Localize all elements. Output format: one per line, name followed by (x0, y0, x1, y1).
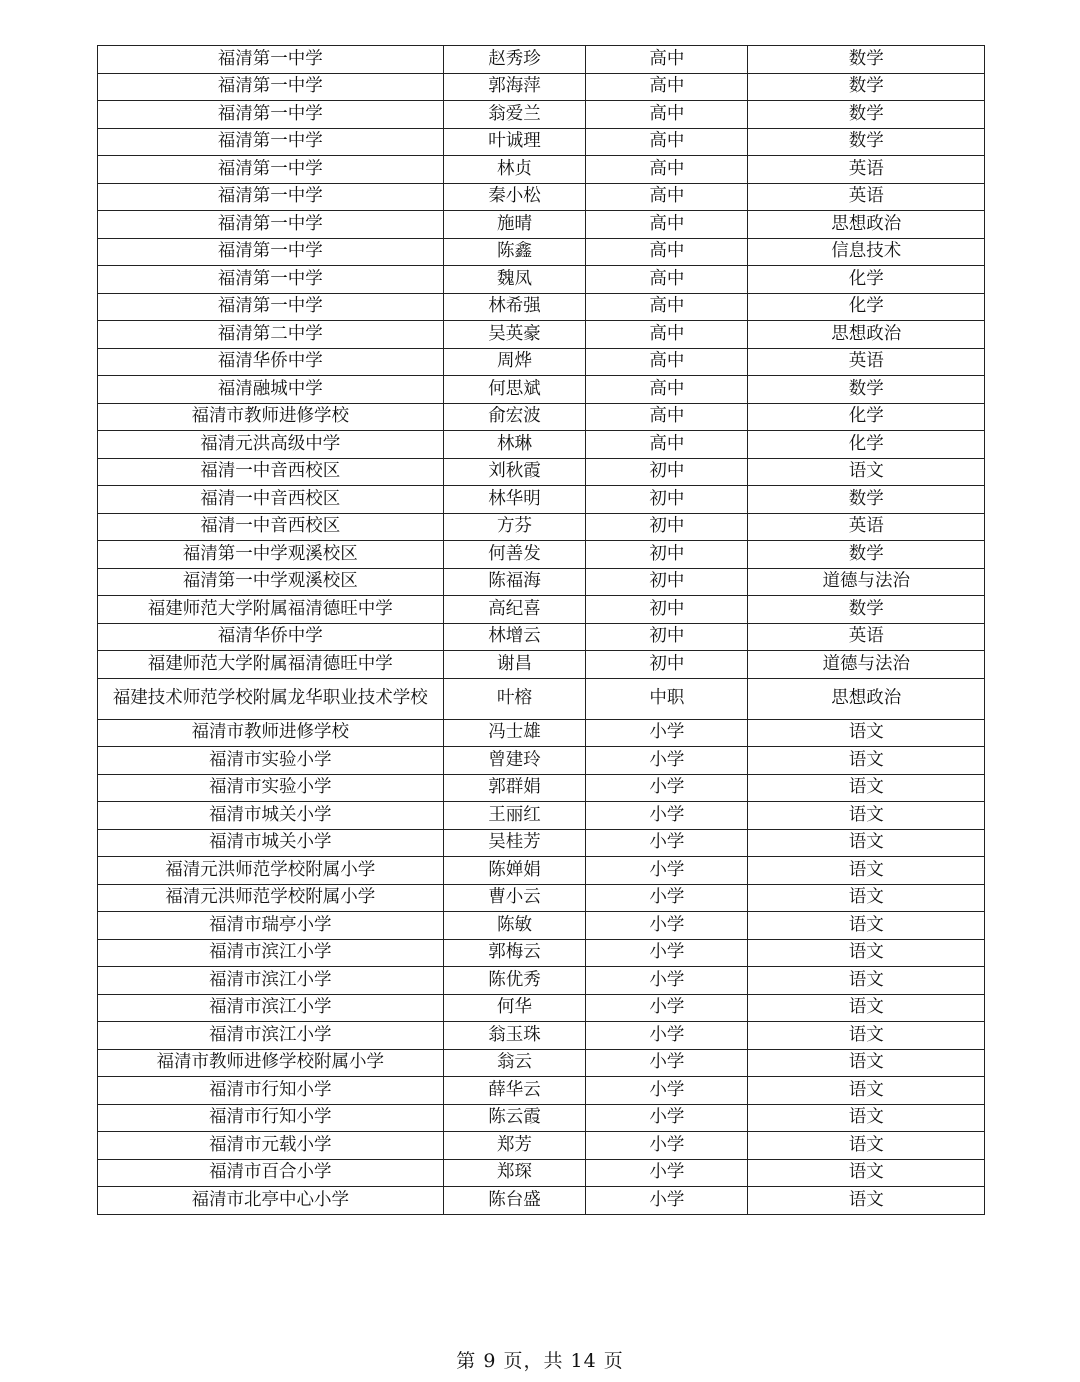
school-cell: 福清第一中学 (98, 73, 444, 101)
school-cell: 福清第一中学观溪校区 (98, 568, 444, 596)
school-cell: 福清市城关小学 (98, 829, 444, 857)
subject-cell: 语文 (748, 884, 985, 912)
teacher-name-cell: 吴桂芳 (443, 829, 586, 857)
subject-cell: 语文 (748, 1022, 985, 1050)
school-level-cell: 小学 (586, 857, 748, 885)
table-row (98, 678, 985, 719)
teacher-name-cell: 薛华云 (443, 1077, 586, 1105)
school-level-cell: 小学 (586, 1022, 748, 1050)
subject-cell: 道德与法治 (748, 651, 985, 679)
teacher-name-cell: 林增云 (443, 623, 586, 651)
school-level-cell: 小学 (586, 994, 748, 1022)
teacher-name-cell: 林华明 (443, 486, 586, 514)
subject-cell: 数学 (748, 486, 985, 514)
table-row (98, 568, 985, 596)
teacher-name-cell: 王丽红 (443, 802, 586, 830)
school-level-cell: 高中 (586, 376, 748, 404)
school-cell: 福清元洪高级中学 (98, 431, 444, 459)
school-cell: 福清一中音西校区 (98, 486, 444, 514)
table-row (98, 376, 985, 404)
school-cell: 福清第一中学 (98, 266, 444, 294)
table-row (98, 596, 985, 624)
teacher-name-cell: 翁爱兰 (443, 101, 586, 129)
table-row (98, 1187, 985, 1215)
school-cell: 福清市北亭中心小学 (98, 1187, 444, 1215)
subject-cell: 语文 (748, 912, 985, 940)
subject-cell: 化学 (748, 293, 985, 321)
table-row (98, 211, 985, 239)
teacher-name-cell: 施晴 (443, 211, 586, 239)
table-row (98, 994, 985, 1022)
teacher-name-cell: 林希强 (443, 293, 586, 321)
school-cell: 福清市滨江小学 (98, 939, 444, 967)
table-row (98, 747, 985, 775)
school-level-cell: 初中 (586, 568, 748, 596)
table-row (98, 912, 985, 940)
table-row (98, 967, 985, 995)
teacher-name-cell: 魏凤 (443, 266, 586, 294)
school-cell: 福清第一中学 (98, 156, 444, 184)
school-cell: 福清市瑞亭小学 (98, 912, 444, 940)
table-row (98, 802, 985, 830)
school-cell: 福清第一中学 (98, 211, 444, 239)
school-cell: 福清市行知小学 (98, 1077, 444, 1105)
table-row (98, 266, 985, 294)
school-level-cell: 小学 (586, 1187, 748, 1215)
subject-cell: 语文 (748, 939, 985, 967)
teacher-name-cell: 刘秋霞 (443, 458, 586, 486)
teacher-name-cell: 何善发 (443, 541, 586, 569)
school-cell: 福清第一中学 (98, 238, 444, 266)
teacher-name-cell: 赵秀珍 (443, 46, 586, 74)
school-level-cell: 小学 (586, 1077, 748, 1105)
subject-cell: 道德与法治 (748, 568, 985, 596)
teacher-name-cell: 陈敏 (443, 912, 586, 940)
subject-cell: 思想政治 (748, 211, 985, 239)
school-level-cell: 高中 (586, 348, 748, 376)
table-row (98, 431, 985, 459)
school-cell: 福清市滨江小学 (98, 1022, 444, 1050)
school-cell: 福清第一中学 (98, 46, 444, 74)
teacher-name-cell: 林贞 (443, 156, 586, 184)
school-level-cell: 初中 (586, 651, 748, 679)
school-level-cell: 高中 (586, 238, 748, 266)
school-level-cell: 小学 (586, 912, 748, 940)
table-row (98, 513, 985, 541)
subject-cell: 语文 (748, 1159, 985, 1187)
school-level-cell: 初中 (586, 486, 748, 514)
teacher-name-cell: 陈云霞 (443, 1104, 586, 1132)
table-row (98, 623, 985, 651)
table-row (98, 1159, 985, 1187)
school-level-cell: 小学 (586, 774, 748, 802)
subject-cell: 语文 (748, 994, 985, 1022)
school-cell: 福清市百合小学 (98, 1159, 444, 1187)
teacher-name-cell: 叶诚理 (443, 128, 586, 156)
table-body (98, 46, 985, 1215)
school-level-cell: 初中 (586, 513, 748, 541)
school-cell: 福清一中音西校区 (98, 458, 444, 486)
teacher-name-cell: 高纪喜 (443, 596, 586, 624)
table-row (98, 541, 985, 569)
school-cell: 福清一中音西校区 (98, 513, 444, 541)
subject-cell: 数学 (748, 596, 985, 624)
school-level-cell: 高中 (586, 211, 748, 239)
table-row (98, 1049, 985, 1077)
school-level-cell: 高中 (586, 101, 748, 129)
teacher-name-cell: 方芬 (443, 513, 586, 541)
teacher-name-cell: 曾建玲 (443, 747, 586, 775)
subject-cell: 语文 (748, 719, 985, 747)
subject-cell: 化学 (748, 266, 985, 294)
subject-cell: 语文 (748, 458, 985, 486)
school-level-cell: 小学 (586, 1132, 748, 1160)
table-row (98, 403, 985, 431)
subject-cell: 思想政治 (748, 678, 985, 719)
table-row (98, 1132, 985, 1160)
school-cell: 福清市城关小学 (98, 802, 444, 830)
teacher-name-cell: 何华 (443, 994, 586, 1022)
school-level-cell: 初中 (586, 623, 748, 651)
teacher-name-cell: 郭海萍 (443, 73, 586, 101)
school-level-cell: 高中 (586, 403, 748, 431)
school-cell: 福清市行知小学 (98, 1104, 444, 1132)
table-row (98, 884, 985, 912)
subject-cell: 语文 (748, 774, 985, 802)
school-cell: 福清市实验小学 (98, 747, 444, 775)
subject-cell: 语文 (748, 1187, 985, 1215)
teacher-name-cell: 翁玉珠 (443, 1022, 586, 1050)
subject-cell: 英语 (748, 513, 985, 541)
school-level-cell: 高中 (586, 73, 748, 101)
school-cell: 福清市教师进修学校 (98, 719, 444, 747)
school-level-cell: 小学 (586, 719, 748, 747)
school-cell: 福建技术师范学校附属龙华职业技术学校 (98, 678, 444, 719)
teacher-name-cell: 陈优秀 (443, 967, 586, 995)
subject-cell: 英语 (748, 348, 985, 376)
teacher-name-cell: 林琳 (443, 431, 586, 459)
table-row (98, 486, 985, 514)
school-level-cell: 高中 (586, 431, 748, 459)
teacher-name-cell: 叶榕 (443, 678, 586, 719)
teacher-name-cell: 吴英豪 (443, 321, 586, 349)
table-row (98, 101, 985, 129)
subject-cell: 语文 (748, 1077, 985, 1105)
subject-cell: 语文 (748, 747, 985, 775)
school-level-cell: 小学 (586, 1104, 748, 1132)
table-row (98, 293, 985, 321)
school-cell: 福清市教师进修学校附属小学 (98, 1049, 444, 1077)
school-cell: 福清市实验小学 (98, 774, 444, 802)
school-level-cell: 初中 (586, 596, 748, 624)
teacher-name-cell: 翁云 (443, 1049, 586, 1077)
school-level-cell: 高中 (586, 183, 748, 211)
teacher-name-cell: 陈婵娟 (443, 857, 586, 885)
subject-cell: 思想政治 (748, 321, 985, 349)
school-cell: 福建师范大学附属福清德旺中学 (98, 596, 444, 624)
school-level-cell: 高中 (586, 293, 748, 321)
school-level-cell: 初中 (586, 458, 748, 486)
subject-cell: 数学 (748, 376, 985, 404)
subject-cell: 数学 (748, 541, 985, 569)
subject-cell: 语文 (748, 967, 985, 995)
subject-cell: 语文 (748, 802, 985, 830)
table-row (98, 857, 985, 885)
subject-cell: 数学 (748, 101, 985, 129)
table-row (98, 321, 985, 349)
subject-cell: 数学 (748, 46, 985, 74)
table-row (98, 46, 985, 74)
school-level-cell: 小学 (586, 747, 748, 775)
subject-cell: 语文 (748, 1049, 985, 1077)
school-level-cell: 小学 (586, 967, 748, 995)
teacher-name-cell: 曹小云 (443, 884, 586, 912)
teacher-name-cell: 郭群娟 (443, 774, 586, 802)
subject-cell: 信息技术 (748, 238, 985, 266)
school-cell: 福清市滨江小学 (98, 994, 444, 1022)
school-cell: 福清华侨中学 (98, 623, 444, 651)
school-cell: 福建师范大学附属福清德旺中学 (98, 651, 444, 679)
teacher-name-cell: 郑琛 (443, 1159, 586, 1187)
table-row (98, 156, 985, 184)
school-level-cell: 初中 (586, 541, 748, 569)
school-level-cell: 小学 (586, 829, 748, 857)
school-cell: 福清融城中学 (98, 376, 444, 404)
subject-cell: 英语 (748, 623, 985, 651)
school-cell: 福清第一中学 (98, 183, 444, 211)
page-footer: 第 9 页，共 14 页 (456, 1350, 624, 1372)
table-row (98, 829, 985, 857)
table-row (98, 719, 985, 747)
table-row (98, 651, 985, 679)
teacher-name-cell: 周烨 (443, 348, 586, 376)
teacher-name-cell: 谢昌 (443, 651, 586, 679)
school-level-cell: 小学 (586, 1049, 748, 1077)
table-row (98, 348, 985, 376)
teacher-name-cell: 冯士雄 (443, 719, 586, 747)
table-row (98, 183, 985, 211)
school-cell: 福清市元载小学 (98, 1132, 444, 1160)
subject-cell: 化学 (748, 431, 985, 459)
school-level-cell: 高中 (586, 128, 748, 156)
subject-cell: 语文 (748, 1104, 985, 1132)
school-level-cell: 高中 (586, 46, 748, 74)
subject-cell: 语文 (748, 1132, 985, 1160)
table-row (98, 1077, 985, 1105)
school-level-cell: 小学 (586, 939, 748, 967)
teacher-list-table (97, 45, 985, 1215)
subject-cell: 语文 (748, 857, 985, 885)
teacher-name-cell: 陈鑫 (443, 238, 586, 266)
school-level-cell: 小学 (586, 802, 748, 830)
school-cell: 福清元洪师范学校附属小学 (98, 857, 444, 885)
school-cell: 福清第一中学 (98, 101, 444, 129)
subject-cell: 数学 (748, 73, 985, 101)
teacher-name-cell: 陈台盛 (443, 1187, 586, 1215)
school-level-cell: 高中 (586, 266, 748, 294)
table-row (98, 1022, 985, 1050)
school-cell: 福清元洪师范学校附属小学 (98, 884, 444, 912)
school-cell: 福清市滨江小学 (98, 967, 444, 995)
school-cell: 福清第一中学 (98, 293, 444, 321)
teacher-name-cell: 郑芳 (443, 1132, 586, 1160)
table-row (98, 238, 985, 266)
table-row (98, 73, 985, 101)
subject-cell: 英语 (748, 183, 985, 211)
school-level-cell: 高中 (586, 156, 748, 184)
teacher-name-cell: 郭梅云 (443, 939, 586, 967)
table-row (98, 1104, 985, 1132)
teacher-name-cell: 秦小松 (443, 183, 586, 211)
school-level-cell: 小学 (586, 884, 748, 912)
table-row (98, 774, 985, 802)
school-cell: 福清华侨中学 (98, 348, 444, 376)
subject-cell: 语文 (748, 829, 985, 857)
subject-cell: 数学 (748, 128, 985, 156)
table-row (98, 128, 985, 156)
school-cell: 福清第一中学 (98, 128, 444, 156)
table-row (98, 939, 985, 967)
school-level-cell: 高中 (586, 321, 748, 349)
school-level-cell: 中职 (586, 678, 748, 719)
school-cell: 福清第二中学 (98, 321, 444, 349)
table-row (98, 458, 985, 486)
school-level-cell: 小学 (586, 1159, 748, 1187)
subject-cell: 英语 (748, 156, 985, 184)
school-cell: 福清第一中学观溪校区 (98, 541, 444, 569)
teacher-name-cell: 陈福海 (443, 568, 586, 596)
school-cell: 福清市教师进修学校 (98, 403, 444, 431)
teacher-name-cell: 何思斌 (443, 376, 586, 404)
subject-cell: 化学 (748, 403, 985, 431)
teacher-name-cell: 俞宏波 (443, 403, 586, 431)
